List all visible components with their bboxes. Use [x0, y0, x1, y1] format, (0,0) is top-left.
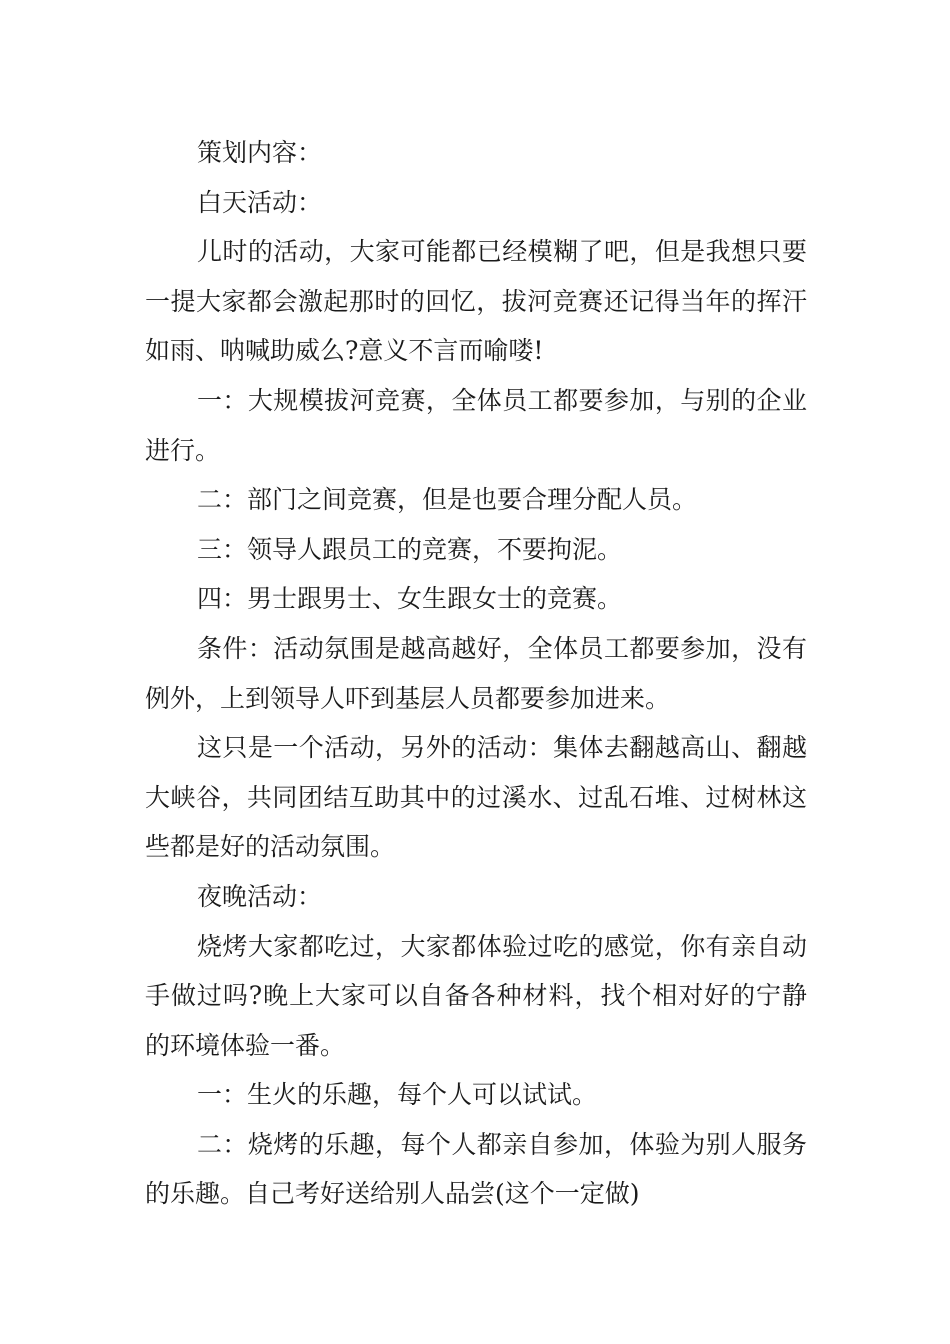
list-item-fire-making: 一：生火的乐趣，每个人可以试试。	[197, 1080, 598, 1110]
list-item-men-women: 四：男士跟男士、女生跟女士的竞赛。	[197, 584, 623, 614]
heading-daytime-activities: 白天活动：	[197, 187, 323, 217]
paragraph-childhood-activities: 儿时的活动，大家可能都已经模糊了吧，但是我想只要一提大家都会激起那时的回忆，拔河竞赛还记得当年的挥汗如雨、呐喊助威么?意义不言而喻喽!	[145, 237, 807, 366]
list-item-leaders-vs-staff: 三：领导人跟员工的竞赛，不要拘泥。	[197, 534, 623, 564]
list-item-department-competition: 二：部门之间竞赛，但是也要合理分配人员。	[197, 485, 698, 515]
list-item-tug-of-war-large: 一：大规模拔河竞赛，全体员工都要参加，与别的企业进行。	[145, 385, 807, 465]
list-item-barbecue-fun: 二：烧烤的乐趣，每个人都亲自参加，体验为别人服务的乐趣。自己考好送给别人品尝(这个一定做)	[145, 1129, 807, 1209]
heading-plan-content: 策划内容：	[197, 138, 323, 167]
paragraph-other-activities: 这只是一个活动，另外的活动：集体去翻越高山、翻越大峡谷，共同团结互助其中的过溪水、过乱石堆、过树林这些都是好的活动氛围。	[145, 733, 807, 862]
paragraph-barbecue: 烧烤大家都吃过，大家都体验过吃的感觉，你有亲自动手做过吗?晚上大家可以自备各种材料，找个相对好的宁静的环境体验一番。	[145, 931, 807, 1060]
paragraph-conditions: 条件：活动氛围是越高越好，全体员工都要参加，没有例外，上到领导人吓到基层人员都要参加进来。	[145, 633, 807, 713]
document-body	[145, 128, 807, 1219]
heading-night-activities: 夜晚活动：	[197, 881, 323, 911]
